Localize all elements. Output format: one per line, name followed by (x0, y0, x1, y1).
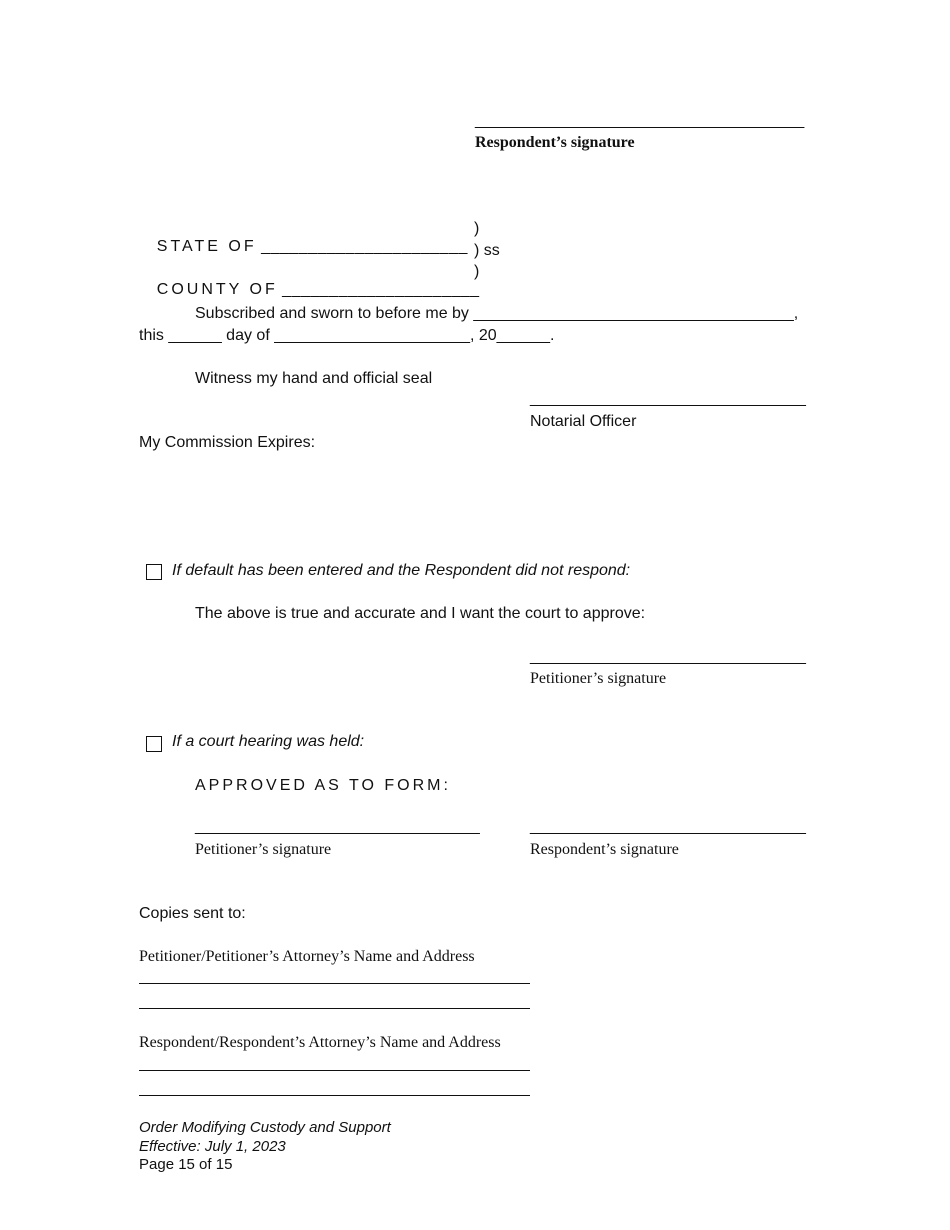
paren-state: ) (474, 220, 480, 237)
petitioner-signature-label-default: Petitioner’s signature (530, 670, 667, 687)
copies-sent-to-label: Copies sent to: (139, 905, 246, 922)
approve-statement: The above is true and accurate and I want the court to approve: (195, 605, 646, 622)
petitioner-signature-blank-default: _______________________________ (530, 648, 806, 665)
respondent-signature-label-hearing: Respondent’s signature (530, 841, 679, 858)
county-of-label: COUNTY OF (156, 281, 278, 299)
petitioner-signature-blank-hearing: ________________________________ (195, 818, 480, 835)
sworn-statement-line1: Subscribed and sworn to before me by ____________________________________, (195, 305, 799, 322)
court-hearing-checkbox[interactable] (146, 736, 162, 752)
footer-page-number: Page 15 of 15 (139, 1156, 233, 1173)
respondent-signature-blank-hearing: _______________________________ (530, 818, 806, 835)
court-hearing-label: If a court hearing was held: (172, 733, 365, 750)
ss-label: ) ss (474, 242, 500, 259)
witness-line: Witness my hand and official seal (195, 370, 433, 387)
footer-document-title: Order Modifying Custody and Support (139, 1119, 391, 1136)
county-of-blank: _____________________ (282, 281, 480, 299)
commission-expires-label: My Commission Expires: (139, 434, 316, 451)
footer-effective-date: Effective: July 1, 2023 (139, 1138, 286, 1155)
respondent-address-blank-line-2 (139, 1095, 530, 1096)
respondent-signature-blank-top: _____________________________________ (475, 112, 805, 129)
state-of-label: STATE OF (156, 238, 257, 256)
respondent-attorney-address-label: Respondent/Respondent’s Attorney’s Name and Address (139, 1034, 501, 1051)
default-entered-checkbox[interactable] (146, 564, 162, 580)
petitioner-attorney-address-label: Petitioner/Petitioner’s Attorney’s Name and Address (139, 948, 475, 965)
default-entered-label: If default has been entered and the Respondent did not respond: (172, 562, 631, 579)
sworn-statement-line2: this ______ day of ______________________, 20______. (139, 327, 555, 344)
petitioner-address-blank-line-1 (139, 983, 530, 984)
state-of-blank: ______________________ (261, 238, 468, 256)
petitioner-signature-label-hearing: Petitioner’s signature (195, 841, 332, 858)
approved-as-to-form-label: APPROVED AS TO FORM: (195, 777, 451, 794)
paren-county: ) (474, 263, 480, 280)
petitioner-address-blank-line-2 (139, 1008, 530, 1009)
respondent-signature-label-top: Respondent’s signature (475, 134, 635, 151)
respondent-address-blank-line-1 (139, 1070, 530, 1071)
notarial-officer-blank: _______________________________ (530, 390, 806, 407)
notarial-officer-label: Notarial Officer (530, 413, 637, 430)
